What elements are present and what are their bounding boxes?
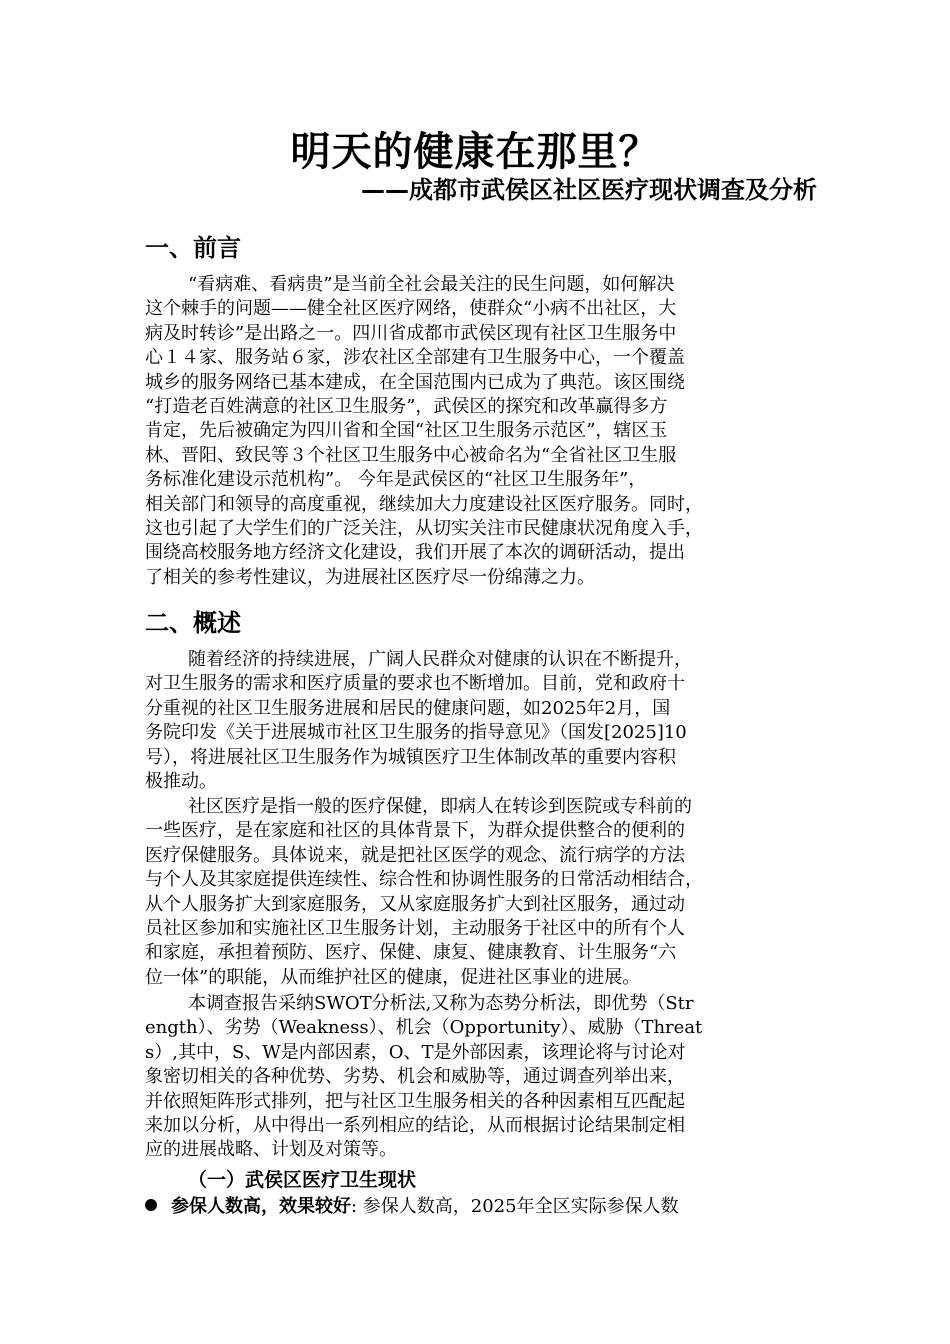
text-line: 心１４家、服务站６家，涉农社区全部建有卫生服务中心，一个覆盖 [145, 347, 685, 369]
text-line: 号），将进展社区卫生服务作为城镇医疗卫生体制改革的重要内容积 [145, 746, 676, 768]
bullet-lead: 参保人数高，效果较好 [171, 1196, 351, 1217]
bullet-icon [145, 1199, 157, 1211]
text-line: 城乡的服务网络已基本建成，在全国范围内已成为了典范。该区围绕 [145, 371, 685, 393]
text-line: 并依照矩阵形式排列，把与社区卫生服务相关的各种因素相互匹配起 [145, 1090, 685, 1112]
text-line: 随着经济的持续进展，广阔人民群众对健康的认识在不断提升， [188, 649, 692, 670]
text-line: 本调查报告采纳SWOT分析法,又称为态势分析法，即优势（Str [188, 993, 694, 1014]
text-line: 位一体”的职能，从而维护社区的健康，促进社区事业的进展。 [145, 966, 641, 988]
text-line: 应的进展战略、计划及对策等。 [145, 1139, 397, 1161]
text-line: 相关部门和领导的高度重视，继续加大力度建设社区医疗服务。同时， [145, 493, 703, 515]
text-line: “看病难、看病贵”是当前全社会最关注的民生问题，如何解决 [188, 274, 675, 295]
text-line: 医疗保健服务。具体说来，就是把社区医学的观念、流行病学的方法 [145, 844, 685, 866]
text-line: ength）、劣势（Weakness）、机会（Opportunity）、威胁（Threat [145, 1017, 703, 1039]
text-line: 这个棘手的问题——健全社区医疗网络，使群众“小病不出社区，大 [145, 298, 677, 320]
text-line: 务院印发《关于进展城市社区卫生服务的指导意见》（国发[2025]10 [145, 722, 687, 744]
text-line: 林、晋阳、致民等３个社区卫生服务中心被命名为“全省社区卫生服 [145, 444, 677, 466]
text-line: 与个人及其家庭提供连续性、综合性和协调性服务的日常活动相结合， [145, 869, 703, 891]
text-line: 这也引起了大学生们的广泛关注，从切实关注市民健康状况角度入手， [145, 517, 703, 539]
text-line: 象密切相关的各种优势、劣势、机会和威胁等，通过调查列举出来， [145, 1066, 685, 1088]
text-line: 了相关的参考性建议，为进展社区医疗尽一份绵薄之力。 [145, 566, 595, 588]
text-line: s）,其中，S、W是内部因素，O、T是外部因素，该理论将与讨论对 [145, 1041, 686, 1063]
text-line: 和家庭，承担着预防、医疗、保健、康复、健康教育、计生服务“六 [145, 942, 677, 964]
section-heading-overview: 二、概述 [145, 609, 241, 637]
text-line: 从个人服务扩大到家庭服务，又从家庭服务扩大到社区服务，通过动 [145, 893, 685, 915]
text-line: 极推动。 [145, 770, 217, 792]
text-line: 务标准化建设示范机构”。 今年是武侯区的“社区卫生服务年”， [145, 469, 647, 491]
overview-paragraph-2 [145, 795, 825, 990]
text-line: 员社区参加和实施社区卫生服务计划，主动服务于社区中的所有个人 [145, 917, 685, 939]
overview-paragraph-1 [145, 648, 825, 794]
subsection-heading-status: （一）武侯区医疗卫生现状 [188, 1169, 417, 1191]
page-title: 明天的健康在那里？ [290, 129, 660, 175]
section-heading-preface: 一、前言 [145, 234, 241, 262]
swot-paragraph [145, 992, 825, 1163]
text-line: 围绕高校服务地方经济文化建设，我们开展了本次的调研活动，提出 [145, 542, 685, 564]
text-line: 一些医疗，是在家庭和社区的具体背景下，为群众提供整合的便利的 [145, 820, 685, 842]
text-line: 病及时转诊”是出路之一。四川省成都市武侯区现有社区卫生服务中 [145, 322, 677, 344]
text-line: 肯定，先后被确定为四川省和全国“社区卫生服务示范区”，辖区玉 [145, 420, 668, 442]
bullet-text: : 参保人数高，2025年全区实际参保人数 [351, 1196, 679, 1217]
text-line: “打造老百姓满意的社区卫生服务”，武侯区的探究和改革赢得多方 [145, 395, 668, 417]
text-line: 来加以分析，从中得出一系列相应的结论，从而根据讨论结果制定相 [145, 1114, 685, 1136]
text-line: 分重视的社区卫生服务进展和居民的健康问题，如2025年2月，国 [145, 697, 671, 719]
text-line: 对卫生服务的需求和医疗质量的要求也不断增加。目前，党和政府十 [145, 673, 685, 695]
page-subtitle: ——成都市武侯区社区医疗现状调查及分析 [361, 176, 817, 204]
text-line: 社区医疗是指一般的医疗保健，即病人在转诊到医院或专科前的 [188, 796, 692, 817]
preface-paragraph [145, 273, 825, 590]
bullet-item-insurance [145, 1195, 679, 1219]
